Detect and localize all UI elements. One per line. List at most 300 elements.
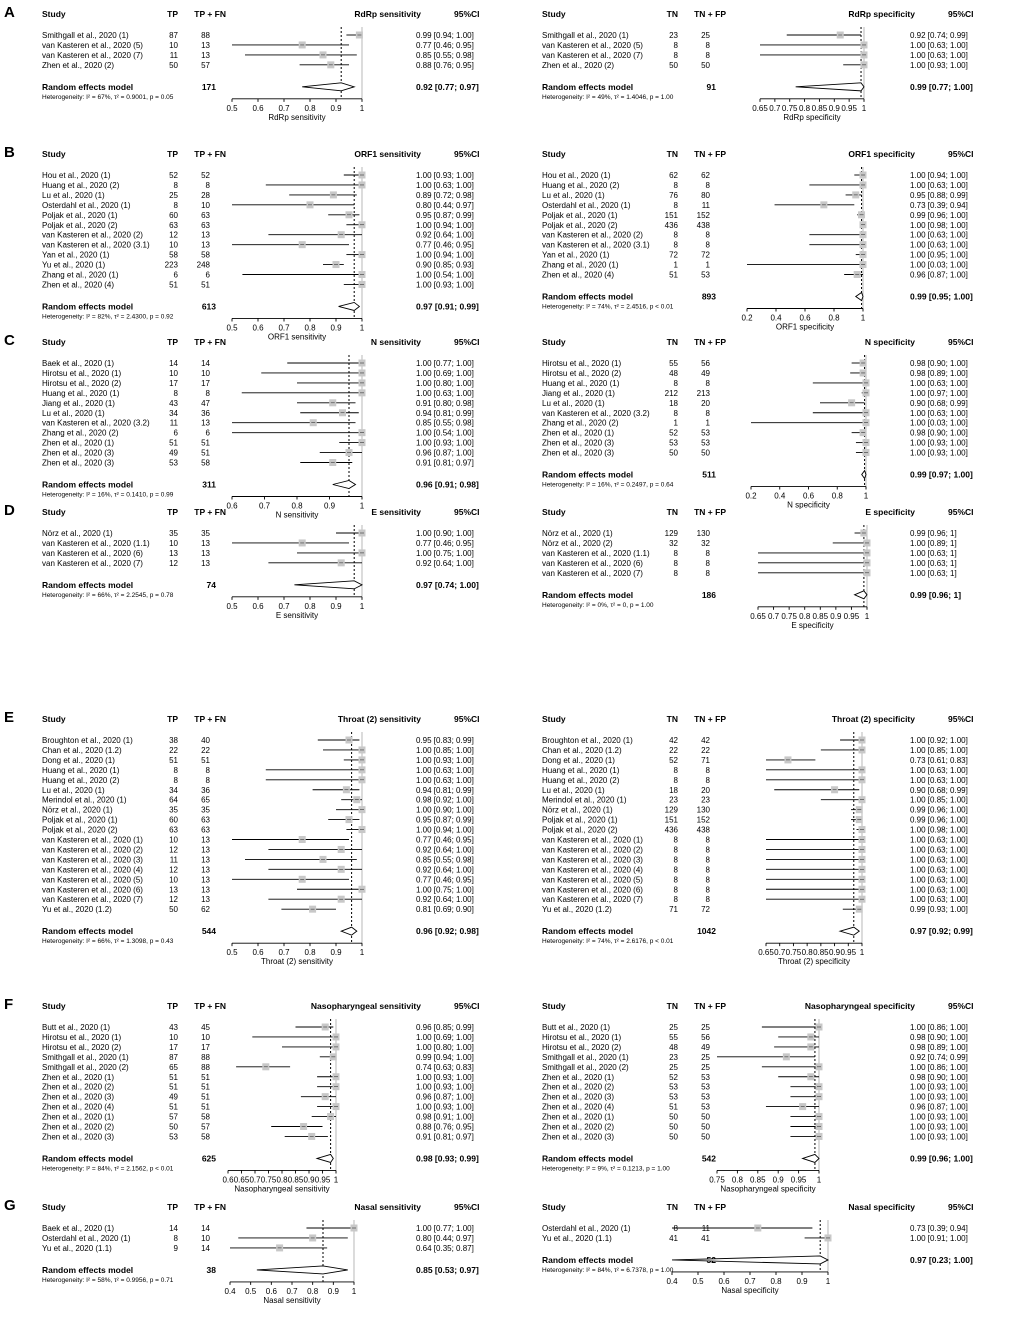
study-n2: 51 bbox=[201, 1102, 210, 1112]
study-n2: 53 bbox=[701, 438, 710, 448]
study-n2: 8 bbox=[705, 230, 710, 240]
study-n2: 6 bbox=[205, 428, 210, 438]
study-n2: 17 bbox=[201, 378, 210, 388]
study-row bbox=[542, 419, 968, 428]
study-ci-text: 0.92 [0.64; 1.00] bbox=[416, 230, 474, 240]
study-n1: 8 bbox=[173, 180, 178, 190]
study-row bbox=[542, 201, 968, 210]
col-header-n1: TP bbox=[167, 1202, 178, 1212]
study-label: van Kasteren et al., 2020 (2) bbox=[542, 845, 643, 855]
study-n2: 8 bbox=[705, 568, 710, 578]
random-effects-row bbox=[42, 1153, 479, 1172]
x-tick-label: 0.9 bbox=[323, 501, 336, 511]
x-axis-title: E sensitivity bbox=[275, 610, 319, 620]
study-label: Zhen et al., 2020 (1) bbox=[542, 1112, 615, 1122]
pooled-diamond bbox=[333, 481, 356, 489]
study-label: Zhen et al., 2020 (3) bbox=[42, 1132, 115, 1142]
random-effects-row bbox=[542, 926, 973, 945]
x-tick-label: 0.85 bbox=[813, 948, 829, 958]
x-tick-label: 0.4 bbox=[224, 1286, 236, 1296]
study-row bbox=[542, 1023, 968, 1032]
study-ci-text: 1.00 [0.93; 1.00] bbox=[910, 1082, 968, 1092]
study-label: Zhen et al., 2020 (4) bbox=[542, 270, 615, 280]
study-ci-text: 1.00 [0.63; 1.00] bbox=[910, 775, 968, 785]
model-label: Random effects model bbox=[542, 291, 634, 302]
study-row bbox=[542, 766, 968, 775]
study-label: van Kasteren et al., 2020 (6) bbox=[542, 885, 643, 895]
study-label: van Kasteren et al., 2020 (2) bbox=[42, 230, 143, 240]
study-ci-text: 1.00 [0.63; 1.00] bbox=[416, 765, 474, 775]
forest-panel-right-1 bbox=[542, 149, 974, 332]
model-ci-text: 0.99 [0.96; 1] bbox=[910, 589, 962, 600]
pooled-diamond bbox=[855, 591, 867, 599]
study-ci-text: 1.00 [0.93; 1.00] bbox=[416, 1102, 474, 1112]
study-label: Broughton et al., 2020 (1) bbox=[42, 736, 133, 745]
study-n2: 10 bbox=[201, 1032, 210, 1042]
study-n2: 248 bbox=[196, 260, 210, 270]
study-label: van Kasteren et al., 2020 (6) bbox=[42, 548, 143, 558]
study-row bbox=[42, 459, 474, 468]
study-n2: 8 bbox=[705, 865, 710, 875]
x-tick-label: 0.9 bbox=[828, 103, 840, 113]
x-tick-label: 0.5 bbox=[226, 948, 238, 958]
study-n1: 8 bbox=[673, 765, 678, 775]
study-ci-text: 1.00 [0.63; 1.00] bbox=[910, 875, 968, 885]
study-label: Lu et al., 2020 (1) bbox=[542, 785, 605, 795]
model-label: Random effects model bbox=[542, 469, 634, 480]
study-label: Huang et al., 2020 (1) bbox=[42, 388, 120, 398]
x-axis bbox=[745, 487, 868, 510]
col-header-study: Study bbox=[42, 714, 66, 724]
study-label: Zhen et al., 2020 (2) bbox=[42, 1122, 115, 1132]
col-header-n2: TP + FN bbox=[194, 9, 226, 19]
study-label: Hou et al., 2020 (1) bbox=[42, 171, 111, 180]
study-label: Butt et al., 2020 (1) bbox=[542, 1023, 611, 1032]
study-row bbox=[42, 241, 474, 250]
study-n2: 50 bbox=[701, 448, 710, 458]
study-n2: 20 bbox=[701, 785, 710, 795]
study-row bbox=[542, 1043, 968, 1052]
study-ci-text: 0.91 [0.80; 0.98] bbox=[416, 398, 474, 408]
heterogeneity-text: Heterogeneity: I² = 9%, τ² = 0.1213, p = 1.00 bbox=[542, 1165, 670, 1173]
x-tick-label: 0.9 bbox=[772, 1175, 784, 1185]
study-n1: 51 bbox=[169, 1072, 178, 1082]
study-ci-text: 1.00 [0.63; 1.00] bbox=[910, 765, 968, 775]
study-n1: 63 bbox=[169, 825, 178, 835]
study-n2: 51 bbox=[201, 1092, 210, 1102]
x-tick-label: 0.5 bbox=[692, 1276, 704, 1286]
study-n2: 8 bbox=[705, 180, 710, 190]
study-ci-text: 0.98 [0.91; 1.00] bbox=[416, 1112, 474, 1122]
study-label: Jiang et al., 2020 (1) bbox=[542, 388, 615, 398]
study-n1: 60 bbox=[169, 815, 178, 825]
study-n1: 8 bbox=[673, 50, 678, 60]
study-n1: 22 bbox=[669, 745, 678, 755]
study-label: Zhen et al., 2020 (1) bbox=[42, 1072, 115, 1082]
x-axis-title: Throat (2) specificity bbox=[777, 957, 851, 967]
study-ci-text: 0.85 [0.55; 0.98] bbox=[416, 418, 474, 428]
study-label: Smithgall et al., 2020 (1) bbox=[42, 1052, 129, 1062]
col-header-metric: Throat (2) sensitivity bbox=[337, 714, 421, 724]
study-n1: 8 bbox=[173, 765, 178, 775]
x-tick-label: 1 bbox=[816, 1175, 822, 1185]
x-axis bbox=[226, 943, 364, 966]
study-row bbox=[42, 1073, 474, 1082]
study-row bbox=[542, 845, 968, 854]
study-n2: 63 bbox=[201, 210, 210, 220]
study-row bbox=[542, 816, 968, 825]
study-row bbox=[542, 806, 968, 815]
x-tick-label: 0.75 bbox=[260, 1175, 277, 1185]
random-effects-row bbox=[542, 82, 973, 101]
study-ci-text: 1.00 [0.63; 1.00] bbox=[910, 855, 968, 865]
study-n1: 129 bbox=[664, 805, 678, 815]
study-n2: 13 bbox=[201, 865, 210, 875]
study-label: Zhen et al., 2020 (1) bbox=[542, 428, 615, 438]
study-label: Baek et al., 2020 (1) bbox=[42, 1224, 115, 1233]
random-effects-row bbox=[42, 301, 479, 320]
study-ci-text: 1.00 [0.94; 1.00] bbox=[416, 250, 474, 260]
study-row bbox=[542, 61, 968, 70]
x-tick-label: 0.9 bbox=[796, 1276, 808, 1286]
study-n1: 8 bbox=[173, 200, 178, 210]
forest-panel-right-0 bbox=[542, 9, 974, 122]
x-tick-label: 0.75 bbox=[781, 611, 797, 621]
model-total: 38 bbox=[206, 1264, 216, 1275]
model-label: Random effects model bbox=[42, 301, 134, 312]
study-n1: 53 bbox=[169, 1132, 178, 1142]
study-row bbox=[42, 746, 474, 755]
heterogeneity-text: Heterogeneity: I² = 66%, τ² = 1.3098, p = 0.43 bbox=[42, 938, 174, 946]
study-label: Hirotsu et al., 2020 (1) bbox=[542, 359, 622, 368]
heterogeneity-text: Heterogeneity: I² = 16%, τ² = 0.1410, p = 0.99 bbox=[42, 491, 174, 499]
x-tick-label: 0.7 bbox=[768, 611, 780, 621]
study-label: Jiang et al., 2020 (1) bbox=[42, 398, 115, 408]
study-ci-text: 1.00 [0.90; 1.00] bbox=[416, 805, 474, 815]
model-ci-text: 0.96 [0.91; 0.98] bbox=[416, 479, 479, 490]
model-ci-text: 0.99 [0.97; 1.00] bbox=[910, 469, 973, 480]
study-ci-text: 0.73 [0.39; 0.94] bbox=[910, 200, 968, 210]
study-n2: 152 bbox=[696, 815, 710, 825]
x-tick-label: 0.7 bbox=[258, 501, 271, 511]
study-n2: 8 bbox=[705, 855, 710, 865]
study-label: Zhen et al., 2020 (1) bbox=[542, 1072, 615, 1082]
study-n1: 10 bbox=[169, 240, 178, 250]
x-tick-label: 0.6 bbox=[252, 103, 264, 113]
study-row bbox=[42, 31, 474, 40]
study-ci-text: 0.91 [0.81; 0.97] bbox=[416, 458, 474, 468]
study-n1: 8 bbox=[673, 855, 678, 865]
x-axis-title: Nasopharyngeal sensitivity bbox=[234, 1184, 330, 1194]
x-axis bbox=[226, 497, 364, 520]
study-n1: 8 bbox=[673, 865, 678, 875]
study-n2: 438 bbox=[696, 220, 710, 230]
x-tick-label: 0.5 bbox=[226, 103, 238, 113]
study-n1: 51 bbox=[169, 1102, 178, 1112]
x-tick-label: 1 bbox=[333, 1175, 339, 1185]
col-header-metric: ORF1 sensitivity bbox=[354, 149, 421, 159]
model-ci-text: 0.98 [0.93; 0.99] bbox=[416, 1153, 479, 1164]
study-n2: 36 bbox=[201, 785, 210, 795]
x-tick-label: 0.9 bbox=[330, 948, 342, 958]
study-n1: 8 bbox=[673, 40, 678, 50]
study-n2: 13 bbox=[201, 845, 210, 855]
study-ci-text: 0.89 [0.72; 0.98] bbox=[416, 190, 474, 200]
study-n2: 8 bbox=[205, 765, 210, 775]
study-ci-text: 1.00 [0.63; 1.00] bbox=[910, 50, 968, 60]
study-n1: 8 bbox=[673, 378, 678, 388]
study-ci-text: 0.85 [0.55; 0.98] bbox=[416, 50, 474, 60]
col-header-metric: Nasopharyngeal sensitivity bbox=[310, 1001, 421, 1011]
study-n1: 6 bbox=[173, 270, 178, 280]
col-header-study: Study bbox=[542, 714, 566, 724]
study-label: Nörz et al., 2020 (1) bbox=[542, 805, 613, 815]
col-header-n2: TN + FP bbox=[694, 9, 726, 19]
x-axis bbox=[752, 99, 867, 122]
study-n2: 88 bbox=[201, 31, 210, 40]
random-effects-row bbox=[42, 480, 479, 499]
col-header-metric: E sensitivity bbox=[371, 507, 421, 517]
panel-letter: C bbox=[4, 332, 15, 349]
study-n2: 58 bbox=[201, 458, 210, 468]
col-header-ci: 95%CI bbox=[948, 337, 974, 347]
study-n1: 51 bbox=[169, 280, 178, 290]
study-row bbox=[42, 1244, 474, 1253]
model-total: 542 bbox=[701, 1153, 716, 1164]
study-row bbox=[542, 251, 968, 260]
study-n1: 17 bbox=[169, 378, 178, 388]
study-row bbox=[542, 736, 968, 745]
study-ci-text: 0.77 [0.46; 0.95] bbox=[416, 240, 474, 250]
study-ci-text: 0.92 [0.74; 0.99] bbox=[910, 1052, 968, 1062]
col-header-study: Study bbox=[542, 507, 566, 517]
model-label: Random effects model bbox=[542, 81, 634, 92]
study-n2: 438 bbox=[696, 825, 710, 835]
study-ci-text: 0.99 [0.96; 1] bbox=[910, 529, 957, 538]
study-n2: 213 bbox=[696, 388, 710, 398]
study-label: Huang et al., 2020 (1) bbox=[542, 765, 620, 775]
study-n1: 14 bbox=[169, 359, 178, 368]
study-ci-text: 0.95 [0.88; 0.99] bbox=[910, 190, 968, 200]
study-ci-text: 0.92 [0.64; 1.00] bbox=[416, 845, 474, 855]
x-tick-label: 1 bbox=[863, 491, 869, 501]
random-effects-row bbox=[42, 82, 479, 101]
study-n2: 57 bbox=[201, 60, 210, 70]
study-n1: 8 bbox=[673, 885, 678, 895]
x-axis-title: RdRp specificity bbox=[783, 112, 841, 122]
study-ci-text: 1.00 [0.03; 1.00] bbox=[910, 260, 968, 270]
study-n2: 49 bbox=[701, 368, 710, 378]
study-n2: 35 bbox=[201, 529, 210, 538]
study-n1: 48 bbox=[669, 368, 678, 378]
col-header-ci: 95%CI bbox=[948, 714, 974, 724]
study-row bbox=[542, 549, 957, 558]
col-header-ci: 95%CI bbox=[454, 149, 480, 159]
model-label: Random effects model bbox=[42, 1153, 134, 1164]
study-n2: 63 bbox=[201, 825, 210, 835]
study-ci-text: 1.00 [0.69; 1.00] bbox=[416, 368, 474, 378]
study-row bbox=[542, 1132, 968, 1141]
study-row bbox=[542, 796, 968, 805]
study-ci-text: 1.00 [0.93; 1.00] bbox=[910, 1112, 968, 1122]
model-ci-text: 0.92 [0.77; 0.97] bbox=[416, 81, 479, 92]
study-label: Hirotsu et al., 2020 (1) bbox=[42, 1032, 122, 1042]
study-n1: 12 bbox=[169, 895, 178, 905]
x-tick-label: 0.7 bbox=[286, 1286, 298, 1296]
study-n1: 8 bbox=[673, 200, 678, 210]
model-label: Random effects model bbox=[542, 926, 634, 937]
study-label: Nörz et al., 2020 (1) bbox=[42, 805, 113, 815]
col-header-ci: 95%CI bbox=[454, 1001, 480, 1011]
study-label: Hirotsu et al., 2020 (2) bbox=[542, 1042, 622, 1052]
random-effects-row bbox=[542, 470, 973, 489]
x-tick-label: 0.65 bbox=[758, 948, 774, 958]
study-n2: 13 bbox=[201, 835, 210, 845]
study-row bbox=[42, 379, 474, 388]
study-n1: 55 bbox=[669, 1032, 678, 1042]
x-axis bbox=[226, 597, 364, 620]
study-ci-text: 1.00 [0.93; 1.00] bbox=[416, 438, 474, 448]
study-n2: 40 bbox=[201, 736, 210, 745]
study-n1: 23 bbox=[669, 795, 678, 805]
study-row bbox=[542, 389, 968, 398]
forest-panel-right-6 bbox=[542, 1202, 974, 1295]
study-row bbox=[542, 905, 968, 914]
x-axis bbox=[226, 99, 364, 122]
heterogeneity-text: Heterogeneity: I² = 0%, τ² = 0, p = 1.00 bbox=[542, 601, 654, 609]
study-label: Zhang et al., 2020 (1) bbox=[42, 270, 119, 280]
col-header-metric: Nasopharyngeal specificity bbox=[804, 1001, 915, 1011]
study-label: Osterdahl et al., 2020 (1) bbox=[42, 200, 131, 210]
study-label: Zhen et al., 2020 (3) bbox=[542, 438, 615, 448]
study-n2: 13 bbox=[201, 50, 210, 60]
col-header-ci: 95%CI bbox=[948, 1202, 974, 1212]
study-row bbox=[542, 1224, 968, 1233]
study-label: Zhen et al., 2020 (2) bbox=[542, 60, 615, 70]
study-n2: 88 bbox=[201, 1062, 210, 1072]
study-ci-text: 0.98 [0.92; 1.00] bbox=[416, 795, 474, 805]
study-n1: 12 bbox=[169, 230, 178, 240]
study-n2: 72 bbox=[701, 250, 710, 260]
study-n1: 71 bbox=[669, 905, 678, 915]
study-row bbox=[42, 399, 474, 408]
x-tick-label: 0.8 bbox=[304, 323, 316, 333]
study-row bbox=[42, 1083, 474, 1092]
study-n1: 8 bbox=[673, 895, 678, 905]
x-axis bbox=[224, 1282, 356, 1305]
col-header-study: Study bbox=[542, 149, 566, 159]
study-label: Poljak et al., 2020 (2) bbox=[42, 825, 118, 835]
study-n1: 13 bbox=[169, 885, 178, 895]
study-n2: 58 bbox=[201, 1132, 210, 1142]
study-ci-text: 1.00 [0.75; 1.00] bbox=[416, 885, 474, 895]
study-row bbox=[542, 746, 968, 755]
pooled-diamond bbox=[341, 927, 357, 935]
x-axis-title: Throat (2) sensitivity bbox=[260, 957, 334, 967]
study-n2: 11 bbox=[701, 1224, 710, 1233]
study-n2: 57 bbox=[201, 1122, 210, 1132]
x-tick-label: 0.5 bbox=[226, 601, 238, 611]
heterogeneity-text: Heterogeneity: I² = 49%, τ² = 1.4046, p = 1.00 bbox=[542, 93, 674, 101]
study-n2: 13 bbox=[201, 40, 210, 50]
col-header-n1: TN bbox=[666, 9, 678, 19]
x-tick-label: 1 bbox=[359, 501, 365, 511]
heterogeneity-text: Heterogeneity: I² = 74%, τ² = 2.6176, p < 0.01 bbox=[542, 938, 674, 946]
study-ci-text: 1.00 [0.63; 1] bbox=[910, 548, 957, 558]
x-tick-label: 0.75 bbox=[781, 103, 798, 113]
x-axis bbox=[741, 309, 865, 332]
study-n1: 49 bbox=[169, 448, 178, 458]
study-row bbox=[542, 449, 968, 458]
study-n1: 8 bbox=[173, 775, 178, 785]
study-n2: 49 bbox=[701, 1042, 710, 1052]
study-label: van Kasteren et al., 2020 (3.2) bbox=[542, 408, 650, 418]
col-header-study: Study bbox=[42, 507, 66, 517]
study-ci-text: 1.00 [0.93; 1.00] bbox=[416, 280, 474, 290]
study-n2: 13 bbox=[201, 230, 210, 240]
study-n1: 8 bbox=[673, 230, 678, 240]
study-label: Hirotsu et al., 2020 (2) bbox=[42, 1042, 122, 1052]
study-n1: 11 bbox=[169, 855, 178, 865]
study-n1: 10 bbox=[169, 40, 178, 50]
study-n1: 50 bbox=[669, 448, 678, 458]
study-n1: 50 bbox=[669, 1122, 678, 1132]
study-label: Poljak et al., 2020 (1) bbox=[42, 210, 118, 220]
col-header-metric: E specificity bbox=[865, 507, 915, 517]
study-ci-text: 1.00 [0.97; 1.00] bbox=[910, 388, 968, 398]
x-tick-label: 0.6 bbox=[226, 501, 238, 511]
study-n2: 1 bbox=[705, 260, 710, 270]
study-label: Zhen et al., 2020 (3) bbox=[542, 1132, 615, 1142]
study-ci-text: 1.00 [0.89; 1] bbox=[910, 538, 957, 548]
study-row bbox=[42, 449, 474, 458]
panel-letter: A bbox=[4, 4, 15, 21]
x-axis-title: Nasopharyngeal specificity bbox=[720, 1184, 816, 1194]
model-ci-text: 0.85 [0.53; 0.97] bbox=[416, 1264, 479, 1275]
study-row bbox=[542, 786, 968, 795]
study-ci-text: 0.96 [0.87; 1.00] bbox=[416, 1092, 474, 1102]
study-row bbox=[542, 261, 968, 270]
study-label: Poljak et al., 2020 (2) bbox=[42, 220, 118, 230]
study-n1: 53 bbox=[669, 438, 678, 448]
study-row bbox=[542, 895, 968, 904]
study-n2: 53 bbox=[701, 270, 710, 280]
study-ci-text: 0.95 [0.83; 0.99] bbox=[416, 736, 474, 745]
random-effects-row bbox=[542, 590, 961, 609]
study-row bbox=[542, 1033, 968, 1042]
study-n2: 53 bbox=[701, 428, 710, 438]
study-row bbox=[42, 231, 474, 240]
study-label: Smithgall et al., 2020 (1) bbox=[42, 31, 129, 40]
study-ci-text: 0.77 [0.46; 0.95] bbox=[416, 538, 474, 548]
study-row bbox=[42, 816, 474, 825]
x-axis bbox=[758, 943, 865, 966]
study-n2: 56 bbox=[701, 359, 710, 368]
study-n1: 8 bbox=[673, 835, 678, 845]
col-header-metric: Nasal specificity bbox=[848, 1202, 915, 1212]
study-row bbox=[42, 359, 474, 368]
study-ci-text: 0.99 [0.96; 1.00] bbox=[910, 210, 968, 220]
study-label: van Kasteren et al., 2020 (5) bbox=[542, 875, 643, 885]
col-header-n2: TP + FN bbox=[194, 714, 226, 724]
study-label: Zhen et al., 2020 (2) bbox=[542, 1082, 615, 1092]
model-label: Random effects model bbox=[42, 81, 134, 92]
random-effects-row bbox=[42, 580, 479, 599]
study-row bbox=[42, 756, 474, 765]
study-n2: 8 bbox=[705, 548, 710, 558]
study-label: Poljak et al., 2020 (2) bbox=[542, 220, 618, 230]
study-n2: 62 bbox=[201, 905, 210, 915]
